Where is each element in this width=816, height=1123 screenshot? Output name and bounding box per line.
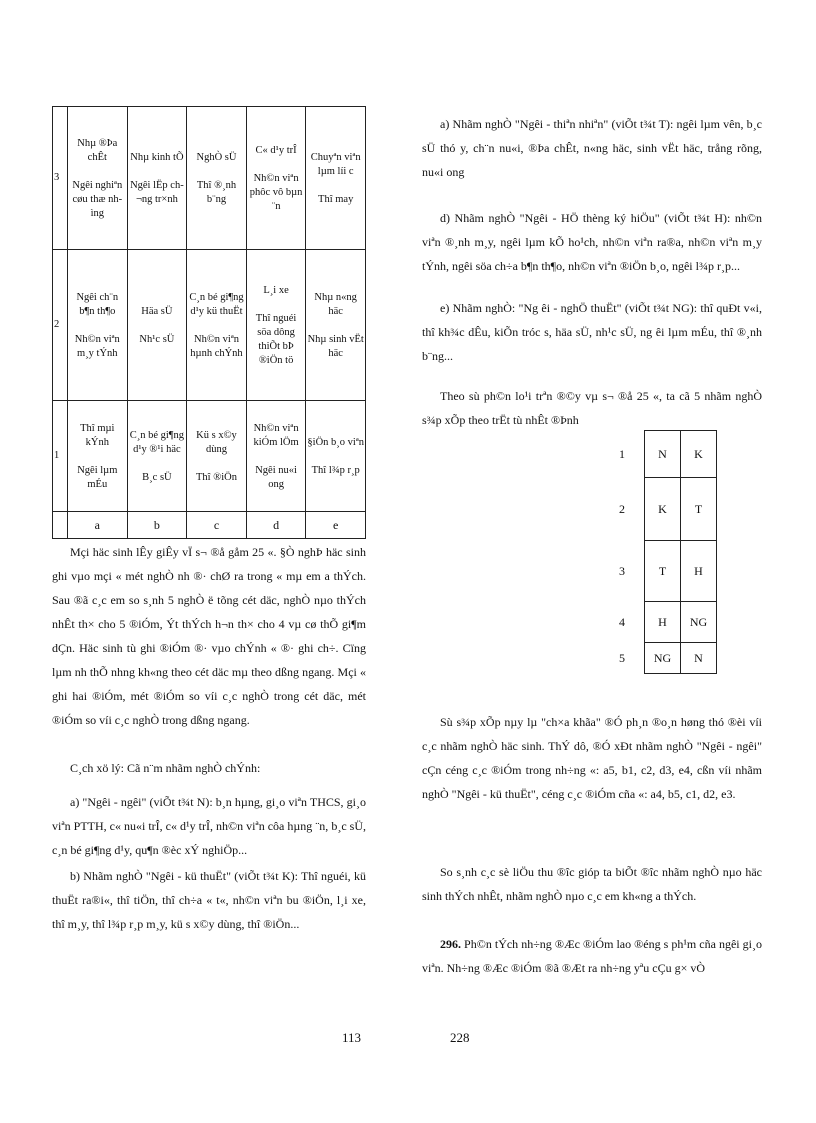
table-cell: Kü s x©y dùng Thî ®iÖn	[187, 401, 247, 512]
table-cell: C¸n bé gi¶ng d¹y ®¹i häc B¸c sÜ	[127, 401, 187, 512]
paragraph: b) Nhãm nghÒ "Ngêi - kü thuËt" (viÕt t¾t K): Thî nguéi, kü thuËt ra®i«, thî tiÖn, thî ch÷a « t«, nh©n viªn bu ®iÖn, l¸i xe, thî m¸y, thî l¾p r¸p m¸y, kü s x©y dùng, thî ®iÖn...	[52, 869, 366, 931]
key-table	[618, 430, 717, 674]
column-label: a	[68, 512, 128, 539]
paragraph: d) Nhãm nghÒ "Ngêi - HÖ thèng ký hiÖu" (viÕt t¾t H): nh©n viªn ®¸nh m¸y, ngêi lµm kÕ ho¹ch, nh©n viªn ra®a, nh©n viªn m¸y tÝnh, ngêi söa ch÷a b¶n th¶o, nh©n viªn ®iÖn b¸o, ngêi l¾p r¸p...	[422, 211, 762, 273]
table-cell: Nhµ n«ng häc Nhµ sinh vËt häc	[306, 250, 366, 401]
column-label-row	[53, 512, 366, 539]
table-cell: L¸i xe Thî nguéi söa dông thiÕt bÞ ®iÖn tö	[246, 250, 306, 401]
paragraph: a) Nhãm nghÒ "Ngêi - thiªn nhiªn" (viÕt t¾t T): ngêi lµm vên, b¸c sÜ thó y, ch¨n nu«i, ®Þa chÊt, n«ng häc, sinh vËt häc, trång rõng, nu«i ong	[422, 117, 762, 179]
column-label: c	[187, 512, 247, 539]
row-number	[53, 512, 68, 539]
column-label: d	[246, 512, 306, 539]
table-row	[53, 401, 366, 512]
table-cell: Chuyªn viªn lµm líi c Thî may	[306, 107, 366, 250]
paragraph: Theo sù ph©n lo¹i trªn ®©y vµ s¬ ®å 25 «, ta cã 5 nhãm nghÒ s¾p xÕp theo trËt tù nhÊt ®Þnh	[422, 389, 762, 427]
table-row: 3 T H	[618, 541, 717, 602]
table-cell: Ngêi ch¨n b¶n th¶o Nh©n viªn m¸y tÝnh	[68, 250, 128, 401]
paragraph: C¸ch xö lý: Cã n¨m nhãm nghÒ chÝnh:	[70, 761, 261, 775]
table-cell: C« d¹y trÎ Nh©n viªn phôc vô bµn ¨n	[246, 107, 306, 250]
table-row: 1 N K	[618, 431, 717, 478]
table-cell: Thî mµi kÝnh Ngêi lµm mÉu	[68, 401, 128, 512]
question-number: 296.	[440, 937, 461, 951]
table-row	[53, 107, 366, 250]
table-row: 5 NG N	[618, 643, 717, 674]
page-number: 228	[450, 1030, 470, 1045]
table-row: 4 H NG	[618, 602, 717, 643]
table-cell: §iÖn b¸o viªn Thî l¾p r¸p	[306, 401, 366, 512]
paragraph: e) Nhãm nghÒ: "Ng êi - nghÖ thuËt" (viÕt t¾t NG): thî quÐt v«i, thî kh¾c dÊu, kiÕn tróc s, häa sÜ, nh¹c sÜ, ng êi lµm mÉu, thî ®¸nh b¨ng...	[422, 301, 762, 363]
table-cell: Nh©n viªn kiÓm lÖm Ngêi nu«i ong	[246, 401, 306, 512]
paragraph: Sù s¾p xÕp nµy lµ "ch×a khãa" ®Ó ph¸n ®o¸n høng thó ®èi víi c¸c nhãm nghÒ häc sinh. ThÝ dô, ®Ó xÐt nhãm nghÒ "Ngêi - ngêi" cÇn céng c¸c ®iÓm trong nh÷ng «: a5, b1, c2, d3, e4, cßn víi nhãm nghÒ "Ngêi - kü thuËt", céng c¸c ®iÓm cña «: a4, b5, c1, d2, e3.	[422, 715, 762, 801]
row-number: 3	[53, 107, 68, 250]
table-cell: Häa sÜ Nh¹c sÜ	[127, 250, 187, 401]
table-row: 2 K T	[618, 478, 717, 541]
table-cell: C¸n bé gi¶ng d¹y kü thuËt Nh©n viªn hµnh chÝnh	[187, 250, 247, 401]
paragraph: So s¸nh c¸c sè liÖu thu ®îc gióp ta biÕt ®îc nhãm nghÒ nµo häc sinh thÝch nhÊt, nhãm nghÒ nµo c¸c em kh«ng a thÝch.	[422, 865, 762, 903]
page-number: 113	[342, 1030, 362, 1045]
paragraph: Mçi häc sinh lÊy giÊy vÏ s¬ ®å gåm 25 «. §Ò nghÞ häc sinh ghi vµo mçi « mét nghÒ nh ®· chØ ra trong « mµ em a thÝch. Sau ®ã c¸c em so s¸nh 5 nghÒ ë tõng cét däc, nghÒ nµo thÝch nhÊt th× cho 5 ®iÓm, Ýt thÝch h¬n th× cho 4 vµ cø thÕ gi¶m dÇn. Häc sinh tù ghi ®iÓm ®· vµo chÝnh « ®· ghi ch÷. Cïng lµm nh thÕ nhng kh«ng theo cét däc mµ theo dßng ngang. Mçi « ghi hai ®iÓm, mét ®iÓm so víi c¸c nghÒ trong cét däc, mét ®iÓm so víi c¸c nghÒ trong dßng ngang.	[52, 545, 366, 727]
table-cell: Nhµ ®Þa chÊt Ngêi nghiªn cøu thæ nhìng	[68, 107, 128, 250]
table-row	[53, 250, 366, 401]
paragraph: a) "Ngêi - ngêi" (viÕt t¾t N): b¸n hµng, gi¸o viªn THCS, gi¸o viªn PTTH, c« nu«i trÎ, c« d¹y trÎ, nh©n viªn côa hµng ¨n, b¸c sÜ, c¸n bé gi¶ng d¹y, qu¶n ®èc xÝ nghiÖp...	[52, 795, 366, 857]
row-number: 2	[53, 250, 68, 401]
table-cell: NghÒ sÜ Thî ®¸nh b¨ng	[187, 107, 247, 250]
paragraph	[422, 932, 762, 980]
interest-grid-table	[52, 106, 366, 539]
column-label: e	[306, 512, 366, 539]
table-cell: Nhµ kinh tÕ Ngêi lËp ch¬ng tr×nh	[127, 107, 187, 250]
row-number: 1	[53, 401, 68, 512]
column-label: b	[127, 512, 187, 539]
question-text: Ph©n tÝch nh÷ng ®Æc ®iÓm lao ®éng s ph¹m cña ngêi gi¸o viªn. Nh÷ng ®Æc ®iÓm ®ã ®Æt ra nh÷ng yªu cÇu g× vÒ	[422, 937, 762, 975]
